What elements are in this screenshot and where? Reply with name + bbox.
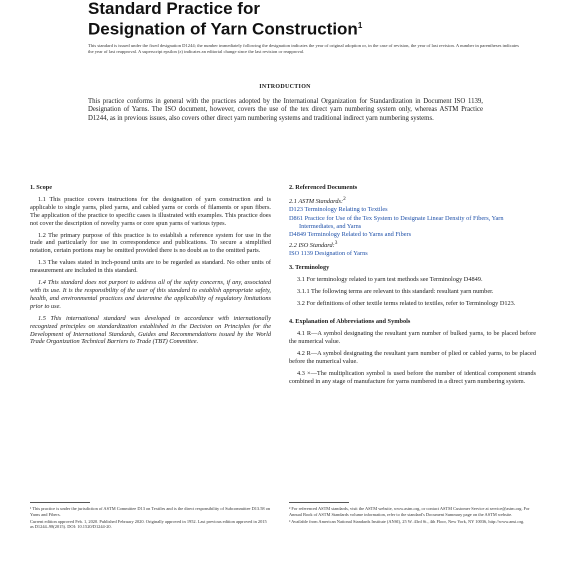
footnote-divider-left (30, 502, 90, 503)
designation-notice: This standard is issued under the fixed designation D1244; the number immediately following the designation indicates the year of original adoption or, in the case of revision, the year of last revision. A number in parentheses indicates the year of last reapproval. A superscript epsilon (ε) indicates an editorial change since the last revision or reapproval. (88, 43, 519, 54)
section-2-heading: 2. Referenced Documents (289, 184, 358, 191)
reference-item[interactable]: D4849 Terminology Related to Yarns and Fibers (289, 231, 412, 239)
paragraph-3-1-1: 3.1.1 The following terms are relevant to this standard: resultant yarn number. (297, 288, 494, 296)
iso-standard-label: 2.2 ISO Standard:$^3$ (289, 239, 338, 249)
paragraph-4-1: 4.1 R—A symbol designating the resultant yarn number of bulked yarns, to be placed before the numerical value. (289, 329, 536, 345)
reference-item[interactable]: D123 Terminology Relating to Textiles (289, 206, 388, 214)
title-footnote-marker: 1 (357, 21, 363, 30)
title-line-1: Standard Practice for (88, 0, 260, 18)
footnote-2: ² For referenced ASTM standards, visit the ASTM website, www.astm.org, or contact ASTM Customer Service at service@astm.org. For Annual Book of ASTM Standards volume information, refer to the standard's Document Summary page on the ASTM website. (289, 506, 530, 517)
paragraph-1-2: 1.2 The primary purpose of this practice is to establish a reference system for use in the trade and particularly for use in correspondence and publications. To secure a simplified notation, certain portions may be omitted provided there is no doubt as to the omitted parts. (30, 231, 271, 255)
section-4-heading: 4. Explanation of Abbreviations and Symbols (289, 318, 411, 326)
reference-item[interactable]: D861 Practice for Use of the Tex System to Designate Linear Density of Fibers, Yarn Intermediates, and Yarns (289, 214, 504, 230)
paragraph-1-5: 1.5 This international standard was developed in accordance with internationally recognized principles on standardization established in the Decision on Principles for the Development of International Standards, Guides and Recommendations issued by the World Trade Organization Technical Barriers to Trade (TBT) Committee. (30, 314, 271, 346)
footnote-1-edition: Current edition approved Feb. 1, 2020. Published February 2020. Originally approved in 1952. Last previous edition approved in 2015 as D1244–98(2015). DOI: 10.1520/D1244-20. (30, 518, 267, 530)
paragraph-4-3: 4.3 ×—The multiplication symbol is used before the number of identical component strands combined in any stage of manufacture for yarns numbered in a direct yarn numbering system. (289, 369, 536, 385)
section-3-heading: 3. Terminology (289, 264, 330, 272)
section-1-heading: 1. Scope (30, 184, 53, 191)
footnotes-right (289, 506, 536, 525)
footnote-3: ³ Available from American National Standards Institute (ANSI), 25 W. 43rd St., 4th Floor, New York, NY 10036, http://www.ansi.org. (289, 518, 525, 524)
paragraph-4-2: 4.2 R—A symbol designating the resultant yarn number of plied or cabled yarns, to be placed before the numerical value. (289, 349, 536, 365)
paragraph-3-1: 3.1 For terminology related to yarn test methods see Terminology D4849. (297, 276, 483, 284)
title-line-2: Designation of Yarn Construction$^1$ (88, 19, 363, 39)
reference-item[interactable]: ISO 1139 Designation of Yarns (289, 250, 368, 258)
astm-standards-label: 2.1 ASTM Standards:$^2$ (289, 195, 346, 205)
paragraph-1-1: 1.1 This practice covers instructions for the designation of yarn construction and is applicable to single yarns, plied yarns, and cabled yarns or cords of filaments or spun fibers. The application of the practice to specific cases is illustrated with examples. This practice does not cover the description of novelty yarns or core spun yarns of various types. (30, 195, 271, 227)
introduction-text: This practice conforms in general with the practices adopted by the International Organization for Standardization in Document ISO 1139, Designation of Yarns. The ISO document, however, covers the use of the tex direct yarn numbering system only, whereas ASTM Practice D1244, as in previous issues, also covers other direct yarn numbering systems and traditional indirect yarn numbering systems. (88, 98, 483, 122)
document-title (88, 0, 508, 38)
footnotes-left (30, 506, 271, 531)
introduction-heading: INTRODUCTION (259, 84, 311, 90)
footnote-divider-right (289, 502, 349, 503)
paragraph-1-4: 1.4 This standard does not purport to address all of the safety concerns, if any, associated with its use. It is the responsibility of the user of this standard to establish appropriate safety, health, and environmental practices and determine the applicability of regulatory limitations prior to use. (30, 279, 271, 310)
paragraph-3-2: 3.2 For definitions of other textile terms related to textiles, refer to Terminology D123. (297, 300, 516, 308)
paragraph-1-3: 1.3 The values stated in inch-pound units are to be regarded as standard. No other units of measurement are included in this standard. (30, 259, 271, 275)
left-column (30, 184, 271, 350)
footnote-1: ¹ This practice is under the jurisdiction of ASTM Committee D13 on Textiles and is the direct responsibility of Subcommittee D13.58 on Yarns and Fibers. (30, 506, 271, 517)
right-column (289, 184, 536, 389)
